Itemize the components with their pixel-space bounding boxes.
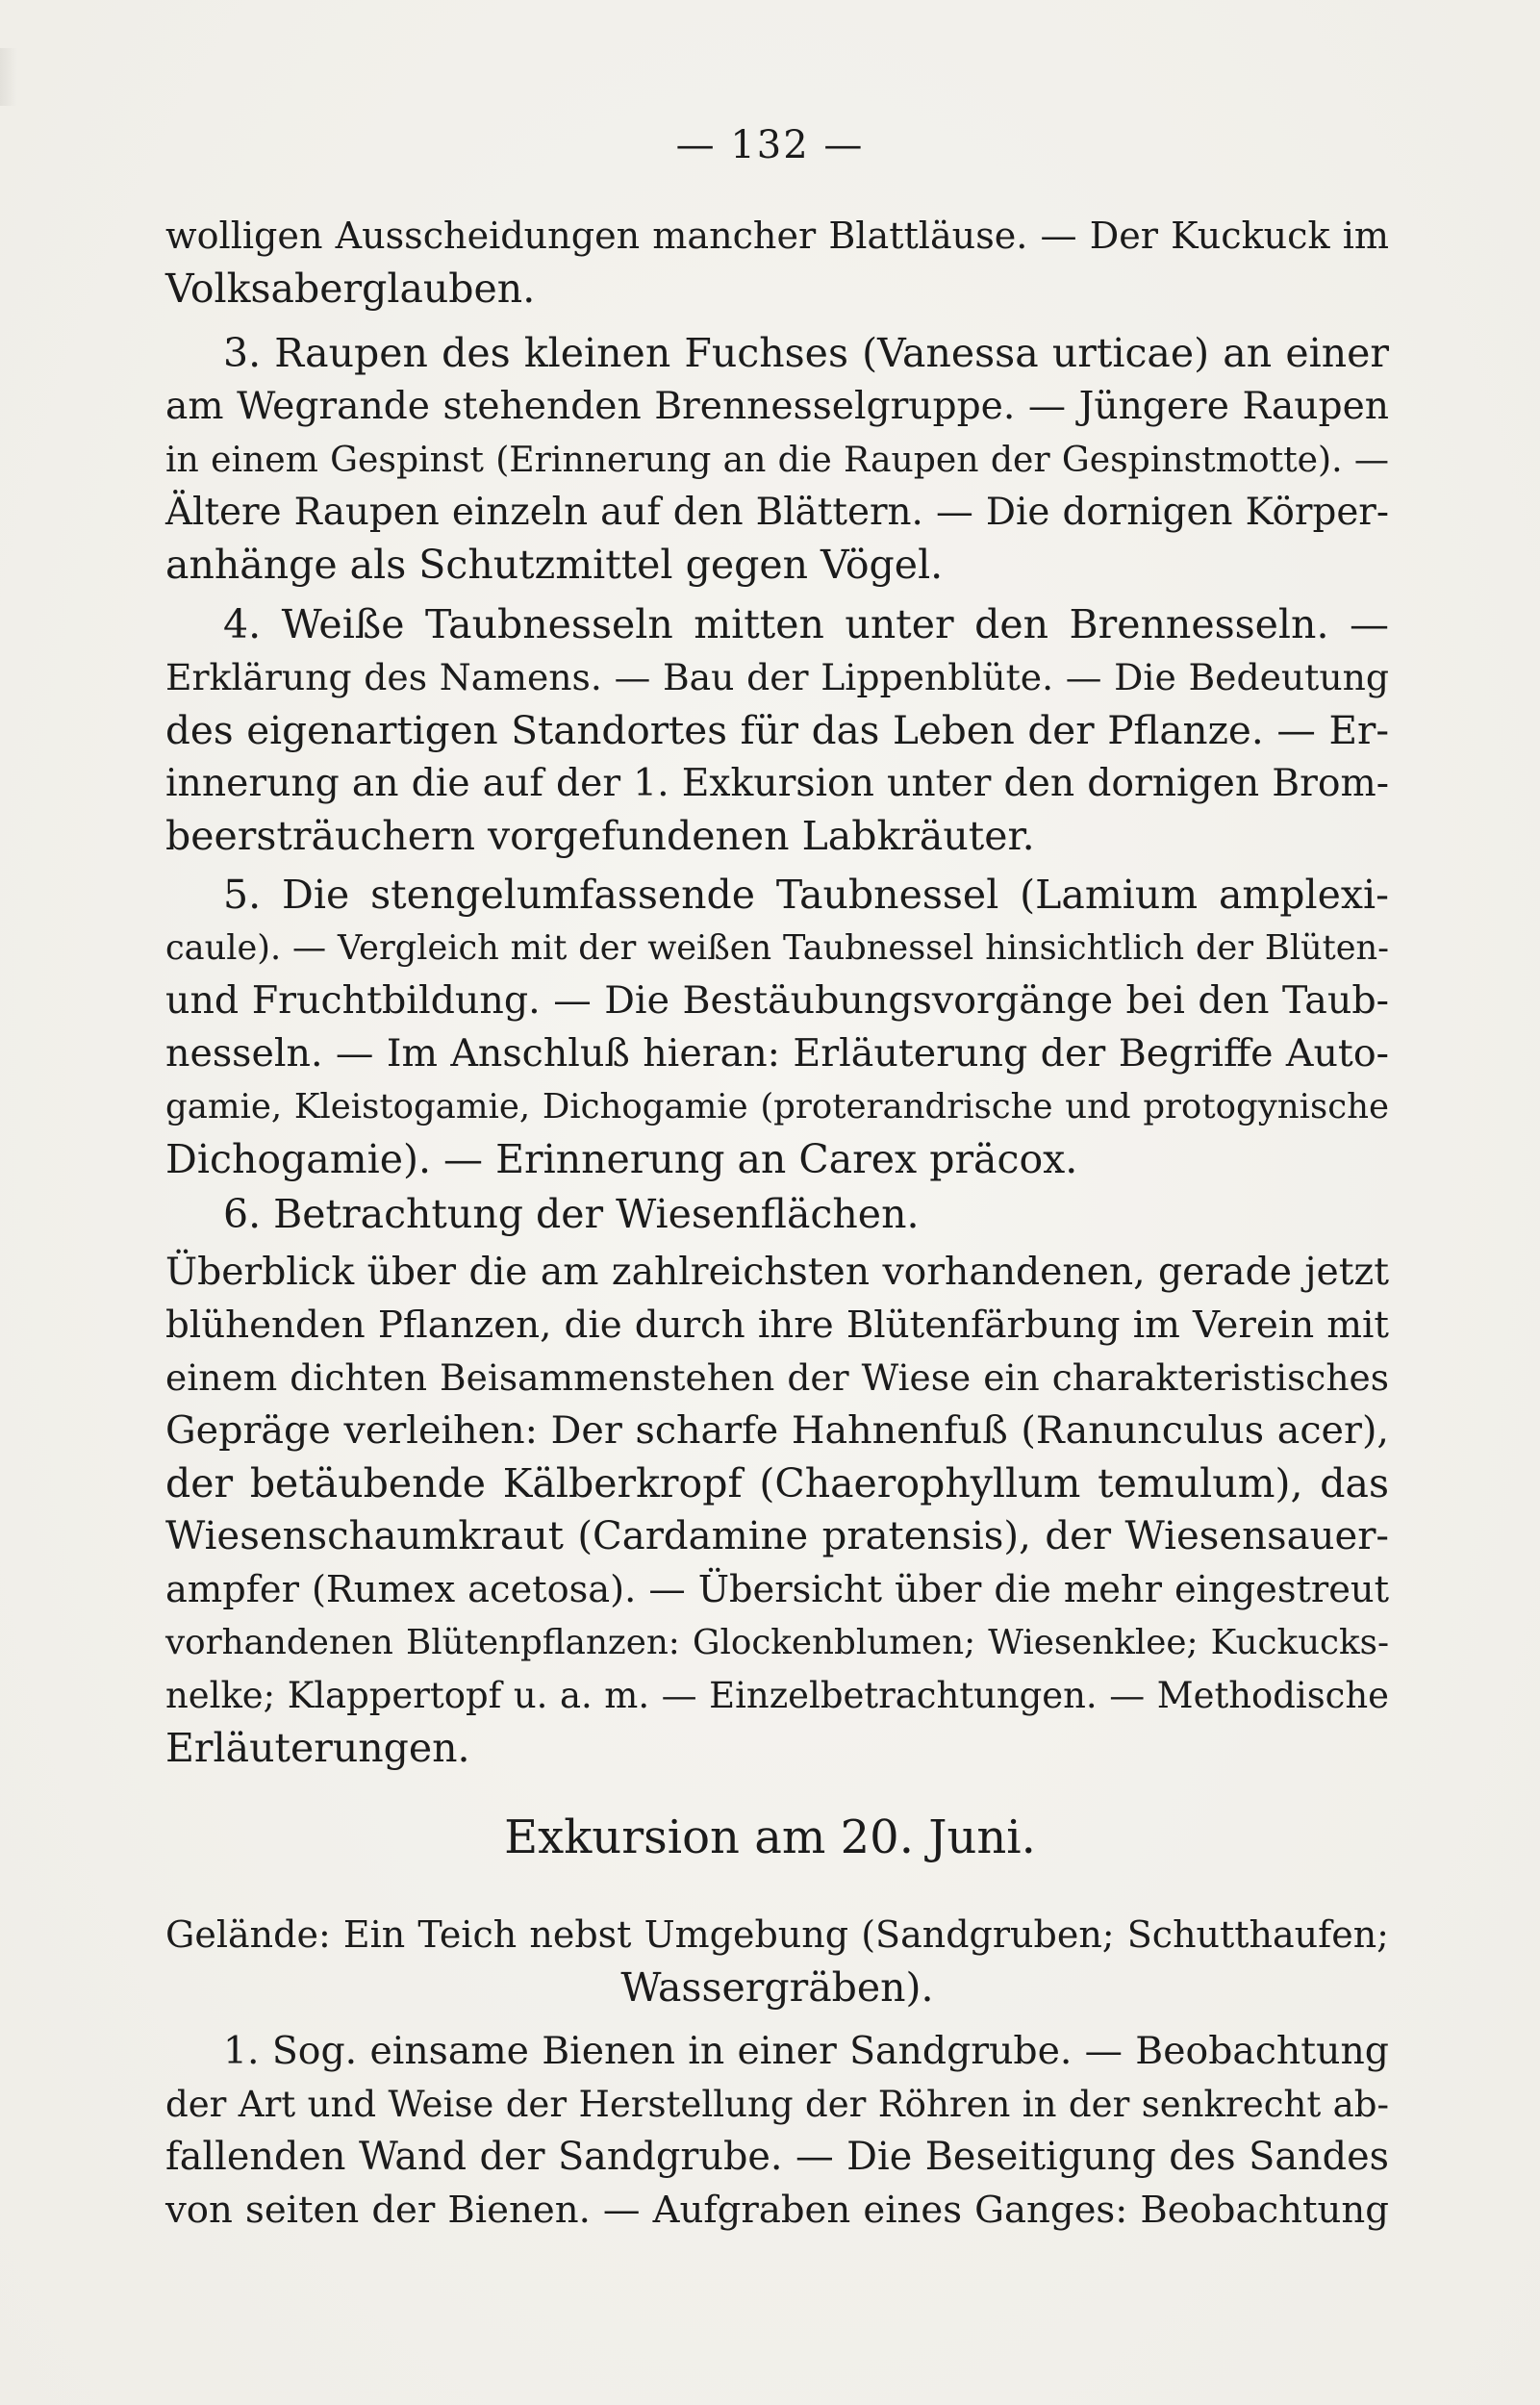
text-line: Gepräge verleihen: Der scharfe Hahnenfuß (Ranunculus acer), [165,1408,1389,1453]
text-line: einem dichten Beisammenstehen der Wiese ein charakteristisches [165,1356,1389,1399]
text-line: Überblick über die am zahlreichsten vorhandenen, gerade jetzt [165,1251,1389,1294]
text-line: der betäubende Kälberkropf (Chaerophyllum temulum), das [165,1460,1389,1506]
paragraph-item-3 [165,327,1389,592]
paragraph-item-6 [165,1188,1389,1241]
page-number: — 132 — [675,123,865,167]
text-line: beersträuchern vorgefundenen Labkräuter. [165,813,1035,859]
text-line: Wassergräben). [620,1964,934,2011]
text-line: 4. Weiße Taubnesseln mitten unter den Brennesseln. — [223,601,1389,647]
text-line: Wiesenschaumkraut (Cardamine pratensis), der Wiesensauer- [165,1514,1389,1558]
text-line: Ältere Raupen einzeln auf den Blättern. — Die dornigen Körper- [165,491,1389,534]
text-line: am Wegrande stehenden Brennesselgruppe. — Jüngere Raupen [165,385,1389,428]
section-heading: Exkursion am 20. Juni. [504,1810,1036,1864]
paragraph-overview [165,1246,1389,1775]
paragraph-terrain [165,1909,1389,2014]
paragraph-item-4 [165,598,1389,863]
text-line: fallenden Wand der Sandgrube. — Die Beseitigung des Sandes [165,2135,1389,2179]
paragraph-item-5 [165,869,1389,1186]
text-line: nesseln. — Im Anschluß hieran: Erläuterung der Begriffe Auto- [165,1031,1389,1076]
text-line: des eigenartigen Standortes für das Leben der Pflanze. — Er- [165,707,1389,753]
text-line: von seiten der Bienen. — Aufgraben eines Ganges: Beobachtung [165,2189,1389,2232]
text-line: gamie, Kleistogamie, Dichogamie (proterandrische und protogynische [165,1087,1389,1127]
page-edge-smudge [0,48,17,106]
text-line: 1. Sog. einsame Bienen in einer Sandgrube. — Beobachtung [223,2029,1389,2073]
text-line: Erläuterungen. [165,1725,470,1771]
text-line: wolligen Ausscheidungen mancher Blattläuse. — Der Kuckuck im [165,215,1389,257]
text-line: nelke; Klappertopf u. a. m. — Einzelbetrachtungen. — Methodische [165,1675,1389,1716]
text-line: der Art und Weise der Herstellung der Röhren in der senkrecht ab- [165,2084,1389,2125]
text-line: Dichogamie). — Erinnerung an Carex präcox. [165,1136,1078,1182]
text-line: anhänge als Schutzmittel gegen Vögel. [165,542,944,588]
text-line: 3. Raupen des kleinen Fuchses (Vanessa urticae) an einer [223,330,1389,376]
paragraph-continuation [165,210,1389,316]
paragraph-item-1 [165,2025,1389,2237]
text-line: 6. Betrachtung der Wiesenflächen. [223,1191,920,1237]
text-line: blühenden Pflanzen, die durch ihre Blütenfärbung im Verein mit [165,1304,1389,1347]
text-line: Volksaberglauben. [165,266,536,312]
text-line: caule). — Vergleich mit der weißen Taubnessel hinsichtlich der Blüten- [165,928,1389,968]
text-line: und Fruchtbildung. — Die Bestäubungsvorgänge bei den Taub- [165,978,1389,1023]
text-line: vorhandenen Blütenpflanzen: Glockenblumen; Wiesenklee; Kuckucks- [165,1623,1389,1662]
text-line: Erklärung des Namens. — Bau der Lippenblüte. — Die Bedeutung [165,656,1389,698]
text-line: innerung an die auf der 1. Exkursion unter den dornigen Brom- [165,762,1389,805]
text-line: ampfer (Rumex acetosa). — Übersicht über die mehr eingestreut [165,1568,1389,1611]
text-line: 5. Die stengelumfassende Taubnessel (Lamium amplexi- [223,872,1389,918]
text-line: in einem Gespinst (Erinnerung an die Raupen der Gespinstmotte). — [165,439,1389,480]
text-line: Gelände: Ein Teich nebst Umgebung (Sandgruben; Schutthaufen; [165,1913,1389,1956]
